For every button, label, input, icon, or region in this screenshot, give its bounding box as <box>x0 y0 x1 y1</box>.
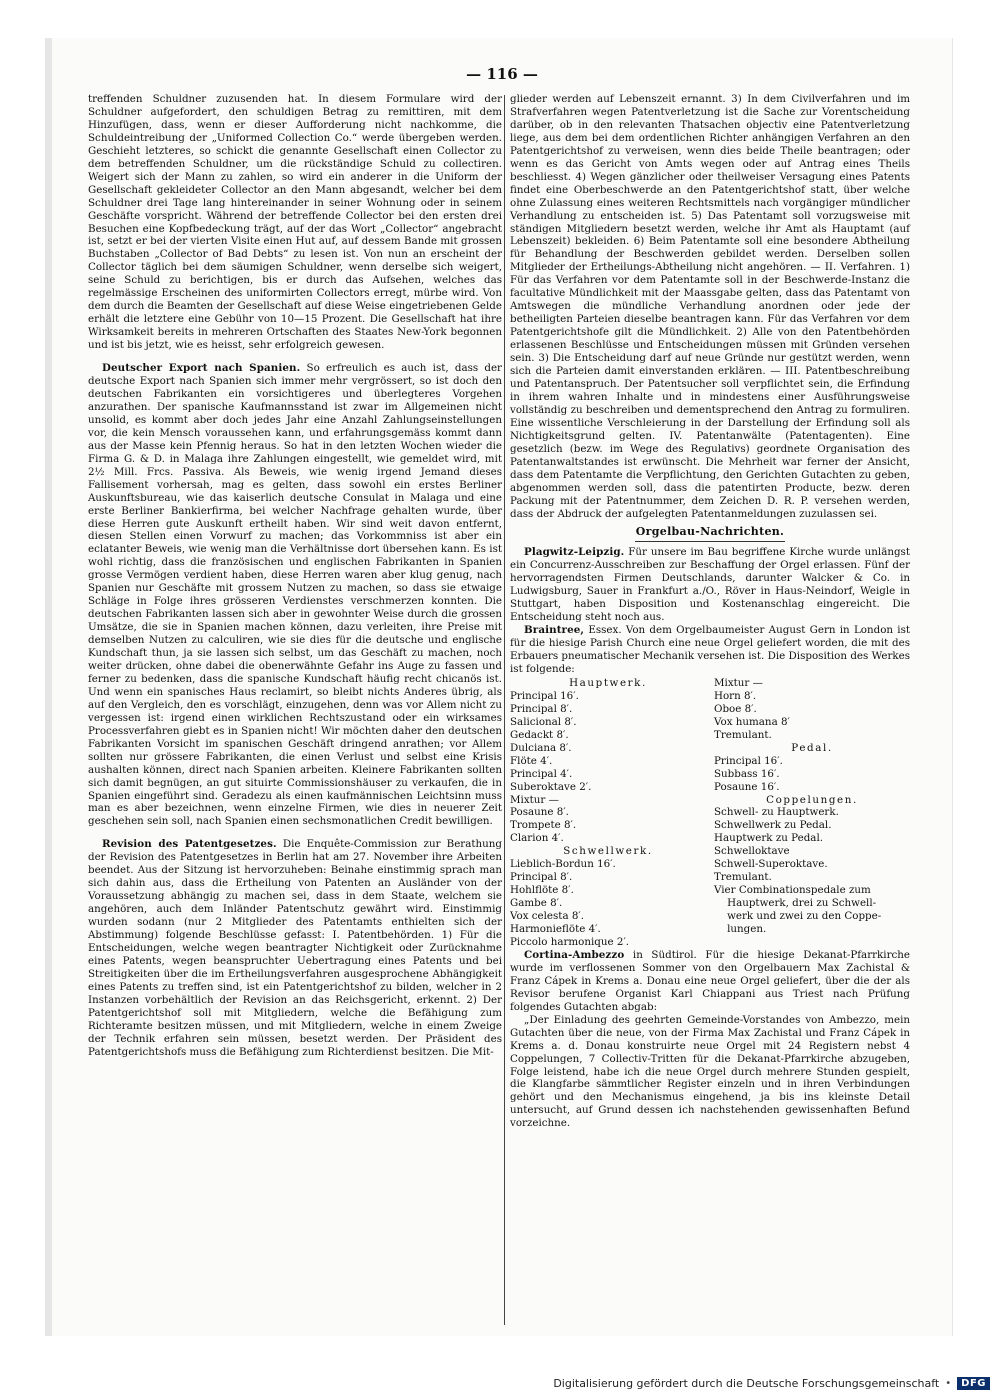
disposition-stop: Flöte 4′. <box>510 754 553 767</box>
export-body: So erfreulich es auch ist, dass der deutsche Export nach Spanien sich immer mehr vergrössert, so ist doch den deutschen Fabrikanten ein vorsichtigeres und überlegteres Vorgehen anzurathen. Der spanische Kaufmannsstand ist zwar im Allgemeinen nicht unsolid, es kommt aber doch jedes Jahr eine Anzahl Zahlungseinstellungen vor, die kein Mensch voraussehen kann, und erfahrungsgemäss kommt dann aus der Masse kein Pfennig heraus. So hat in den letzten Wochen wieder die Firma G. & D. in Malaga ihre Zahlungen eingestellt, wie gemeldet wird, mit 2½ Mill. Frcs. Passiva. Als Beweis, wie wenig irgend Jemand dieses Fallisement vorhersah, mag es gelten, dass sowohl ein erstes Berliner Auskunftsbureau, wie das kaiserlich deutsche Consulat in Malaga und eine erste Berliner Bankierfirma, bei welcher Nachfrage gehalten wurde, über diese Herren gute Auskunft ertheilt haben. Wir sind weit davon entfernt, diesen Stellen einen Vorwurf zu machen; das Vorkommniss ist aber ein eclatanter Beweis, wie wenig man die Verhältnisse dort übersehen kann. Es ist wohl richtig, dass die französischen und englischen Fabrikanten in Spanien grosse Vermögen verdient haben, diese Herren waren aber klug genug, nach Spanien nur Geschäfte mit grossem Nutzen zu machen, so dass sie etwaige Schläge in Folge ihres grösseren Verdienstes verschmerzen konnten. Die deutschen Fabrikanten lassen sich aber in gewohnter Weise durch die grossen Umsätze, die sie in Spanien machen können, dazu verleiten, ihre Preise mit demselben Nutzen zu calculiren, wie sie dies für die deutsche und englische Kundschaft thun, ja sie lassen sich selbst, um das Geschäft zu machen, noch weiter drücken, ohne dabei die obenerwähnte Gefahr ins Auge zu fassen und ferner zu bedenken, dass die spanische Kundschaft häufig recht chicanös ist. Und wenn ein spanisches Haus reclamirt, so bleibt nichts Anderes übrig, als auf den Vergleich, den es vorschlägt, einzugehen, denn was vor Allem nicht zu vergessen ist: irgend einen wirklichen Rechtszustand oder ein wirksames Processverfahren giebt es in Spanien nicht! Wir möchten daher den deutschen Fabrikanten Vorsicht im spanischen Geschäft dringend anrathen; vor Allem sollten nur grössere Fabrikanten, die einen Verlust und selbst eine Krisis aushalten können, direct nach Spanien arbeiten. Kleinere Fabrikanten sollten sich damit begnügen, an gut situirte Commissionshäuser zu verkaufen, die in Spanien eingeführt sind. Geradezu als einen kaufmännischen Leichtsinn muss man es aber bezeichnen, wenn einzelne Firmen, wie dies in neuerer Zeit geschehen sein soll, nach Spanien einen sechsmonatlichen Credit bewilligen. <box>88 362 502 828</box>
disposition-stop: Schwelloktave <box>714 845 790 858</box>
disposition-heading: Hauptwerk. <box>569 676 647 689</box>
disposition-stop: Mixtur — <box>714 676 763 689</box>
orgelbau-title: Orgelbau-Nachrichten. <box>635 525 785 539</box>
disposition-stop: Gedackt 8′. <box>510 728 569 741</box>
disposition-heading: Schwellwerk. <box>563 845 653 858</box>
cortina-quote: „Der Einladung des geehrten Gemeinde-Vorstandes von Ambezzo, mein Gutachten über die neue, von der Firma Max Zachistal und Franz Cápek in Krems a. d. Donau konstruirte neue Orgel mit 24 Registern nebst 4 Coppelungen, 7 Collectiv-Tritten für die Dekanat-Pfarrkirche abzugeben, Folge leistend, habe ich die neue Orgel durch mehrere Stunden gespielt, die Klangfarbe sämmtlicher Register einzeln und in ihren Verbindungen gehört und den Mechanismus eingehend, ja bis ins kleinste Detail untersucht, auf Grund dessen ich nachstehenden gewissenhaften Befund vorzeichne. <box>510 1013 910 1130</box>
disposition-stop: Tremulant. <box>714 871 772 884</box>
left-column <box>88 93 502 1059</box>
disposition-stop: Principal 8′. <box>510 871 573 884</box>
disposition-stop: Clarion 4′. <box>510 832 564 845</box>
collector-paragraph: treffenden Schuldner zuzusenden hat. In diesem Formulare wird der Schuldner aufgefordert, den schuldigen Betrag zu remittiren, mit dem Hinzufügen, dass, wenn er dieser Aufforderung nicht nachkomme, die Schuldeintreibung der „Uniformed Collection Co.“ werde übergeben werden. Geschieht letzteres, so schickt die genannte Gesellschaft einen Collector zu dem betreffenden Schuldner, um die rückständige Schuld zu collectiren. Weigert sich der Mann zu zahlen, so wird ein anderer in die Uniform der Gesellschaft gekleideter Collector an den Mann abgesandt, welcher bei dem Schuldner drei Tage lang hintereinander in seiner Wohnung oder in seinem Geschäfte vorspricht. Während der betreffende Collector bei den ersten drei Besuchen eine Kopfbedeckung trägt, auf der das Wort „Collector“ angebracht ist, setzt er bei der vierten Visite einen Hut auf, auf dessem Bande mit grossen Buchstaben „Collector of Bad Debts“ zu lesen ist. Von nun an erscheint der Collector täglich bei dem säumigen Schuldner, wenn derselbe sich weigert, seine Schuld zu berichtigen, bis er durch das Aufsehen, welches das regelmässige Erscheinen des uniformirten Collectors erregt, mürbe wird. Von dem durch die Beamten der Gesellschaft auf diese Weise eingetriebenen Gelde erhält die letztere eine Gebühr von 10—15 Prozent. Die Gesellschaft hat ihre Wirksamkeit bereits in mehreren Ortschaften des Staates New-York begonnen und ist bis jetzt, wie es heisst, sehr erfolgreich gewesen. <box>88 93 502 352</box>
footer-text: Digitalisierung gefördert durch die Deutsche Forschungsgemeinschaft <box>553 1377 940 1390</box>
footer-credit <box>553 1377 990 1390</box>
braintree-body: Essex. Von dem Orgelbaumeister August Gern in London ist für die hiesige Parish Church eine neue Orgel geliefert worden, die mit des Erbauers pneumatischer Mechanik versehen ist. Die Disposition des Werkes ist folgende: <box>510 624 911 675</box>
disposition-stop: Vox celesta 8′. <box>510 910 585 923</box>
disposition-stop: Principal 16′. <box>510 689 579 702</box>
disposition-stop: Salicional 8′. <box>510 715 577 728</box>
disposition-stop: Suberoktave 2′. <box>510 780 592 793</box>
export-heading: Deutscher Export nach Spanien. <box>102 362 301 375</box>
disposition-heading: Coppelungen. <box>766 793 858 806</box>
disposition-stop: werk und zwei zu den Coppe- <box>714 910 882 923</box>
plagwitz-heading: Plagwitz-Leipzig. <box>524 546 625 559</box>
disposition-stop: Dulciana 8′. <box>510 741 572 754</box>
braintree-heading: Braintree, <box>524 624 585 637</box>
revision-body: Die Enquête-Commission zur Berathung der Revision des Patentgesetzes in Berlin hat am 27. November ihre Arbeiten beendet. Aus der Sitzung ist hervorzuheben: Beinahe einstimmig sprach man sich dahin aus, dass die Ertheilung von Patenten an Ausländer von der Voraussetzung abhängig zu machen sei, dass in dem Staate, welchem sie angehören, auch dem Inländer Patentschutz gewährt wird. Einstimmig wurden sodann (nur 2 Mitglieder des Patentamts enthielten sich der Abstimmung) folgende Beschlüsse gefasst: I. Patentbehörden. 1) Für die Entscheidungen, welche wegen beantragter Nichtigkeit oder Zurücknahme eines Patents, wegen beanspruchter Uebertragung eines Patents und bei Streitigkeiten über die im Ertheilungsverfahren ausgesprochene Abhängigkeit eines Patents zu treffen sind, ist ein Patentgerichtshof zu bilden, welcher in 2 Instanzen vorbehältlich der Revision an das Reichsgericht, erkennt. 2) Der Patentgerichtshof soll mit Mitgliedern, welche die Befähigung zum Richteramte besitzen müssen, und mit Mitgliedern, welche in einem Zweige der Technik erfahren sein müssen, besetzt werden. Der Präsident des Patentgerichtshofs muss die Befähigung zum Richterdienst besitzen. Die Mit- <box>88 838 502 1058</box>
dfg-logo: DFG <box>957 1377 990 1390</box>
braintree-article <box>510 624 910 676</box>
disposition-right-list <box>706 677 910 949</box>
disposition-stop: Principal 16′. <box>714 754 783 767</box>
disposition-stop: Schwell- zu Hauptwerk. <box>714 806 839 819</box>
disposition-stop: Trompete 8′. <box>510 819 577 832</box>
cortina-body: in Südtirol. Für die hiesige Dekanat-Pfarrkirche wurde im verflossenen Sommer von den Orgelbauern Max Zachistal & Franz Cápek in Krems a. Donau eine neue Orgel geliefert, über die der als Revisor berufene Organist Karl Chiappani aus Triest nach Prüfung folgendes Gutachten abgab: <box>510 948 910 1013</box>
orgelbau-rule <box>635 541 785 542</box>
disposition-stop: Vox humana 8′ <box>714 715 790 728</box>
disposition-stop: Principal 4′. <box>510 767 573 780</box>
disposition-stop: lungen. <box>714 923 767 936</box>
disposition-heading: Pedal. <box>791 741 833 754</box>
plagwitz-body: Für unsere im Bau begriffene Kirche wurde unlängst ein Concurrenz-Ausschreiben zur Beschaffung der Orgel erlassen. Fünf der hervorragendsten Firmen Deutschlands, darunter Walcker & Co. in Ludwigsburg, Sauer in Frankfurt a./O., Röver in Haus-Neindorf, Weigle in Stuttgart, haben Disposition und Kostenanschlag eingereicht. Die Entscheidung steht noch aus. <box>510 546 910 624</box>
disposition-stop: Subbass 16′. <box>714 767 780 780</box>
disposition-stop: Mixtur — <box>510 793 559 806</box>
disposition-stop: Harmonieflöte 4′. <box>510 923 601 936</box>
disposition-stop: Posaune 8′. <box>510 806 569 819</box>
disposition-left-list <box>510 677 706 949</box>
disposition-stop: Hohlflöte 8′. <box>510 884 574 897</box>
revision-heading: Revision des Patentgesetzes. <box>102 838 277 851</box>
disposition-stop: Principal 8′. <box>510 702 573 715</box>
disposition-stop: Schwellwerk zu Pedal. <box>714 819 832 832</box>
column-divider <box>504 95 505 1325</box>
organ-disposition <box>510 677 910 949</box>
plagwitz-article <box>510 546 910 624</box>
disposition-stop: Schwell-Superoktave. <box>714 858 828 871</box>
disposition-stop: Gambe 8′. <box>510 897 563 910</box>
patent-continuation: glieder werden auf Lebenszeit ernannt. 3) In dem Civilverfahren und im Strafverfahren wegen Patentverletzung ist die Sache zur Vorentscheidung darüber, ob in den relevanten Thatsachen objectiv eine Patentverletzung liege, aus dem bei dem ordentlichen Richter anhängigen Verfahren an den Patentgerichtshof zu verweisen, wenn dies beide Theile beantragen; oder wenn es das Gericht von Amts wegen oder auf Antrag eines Theils beschliesst. 4) Wegen gänzlicher oder theilweiser Versagung eines Patents findet eine Oberbeschwerde an den Patentgerichtshof statt, über welche ohne Zulassung eines weiteren Rechtsmittels nach vorgängiger mündlicher Verhandlung zu entscheiden ist. 5) Das Patentamt soll vorzugsweise mit ständigen Mitgliedern besetzt werden, welche ihr Amt als Hauptamt (auf Lebenszeit) bekleiden. 6) Beim Patentamte soll eine besondere Abtheilung für Behandlung der Beschwerden gebildet werden. Derselben sollen Mitglieder der Ertheilungs-Abtheilung nicht angehören. — II. Verfahren. 1) Für das Verfahren vor dem Patentamte soll in der Beschwerde-Instanz die facultative Mündlichkeit mit der Maassgabe gelten, dass das Patentamt von Amtswegen die mündliche Verhandlung anordnen oder jede der betheiligten Parteien dieselbe beantragen kann. Für das Verfahren vor dem Patentgerichtshofe gilt die Mündlichkeit. 2) Alle von den Patentbehörden erlassenen Beschlüsse und Entscheidungen müssen mit Gründen versehen sein. 3) Die Entscheidung darf auf neue Gründe nur gestützt werden, wenn sich die Parteien damit einverstanden erklären. — III. Patentbeschreibung und Patentanspruch. Der Patentsucher soll verpflichtet sein, die Erfindung in ihrem wahren Inhalte und in mindestens einer Ausführungsweise vollständig zu beschreiben und dementsprechend den Antrag zu formuliren. Eine wissentliche Verschleierung in der Darstellung der Erfindung soll als Nichtigkeitsgrund gelten. IV. Patentanwälte (Patentagenten). Eine gesetzlich (bezw. im Wege des Regulativs) geordnete Organisation des Patentanwaltstandes ist erwünscht. Die Mehrheit war ferner der Ansicht, dass dem Patentamte die Verpflichtung, den Gerichten Gutachten zu geben, abgenommen werden soll, dass die patentirten Producte, bezw. deren Packung mit der Patentnummer, dem Zeichen D. R. P. versehen werden, dass der Abdruck der aufgelegten Patentanmeldungen zuzulassen sei. <box>510 93 910 520</box>
revision-article <box>88 838 502 1058</box>
cortina-heading: Cortina-Ambezzo <box>524 948 625 961</box>
disposition-stop: Hauptwerk, drei zu Schwell- <box>714 897 877 910</box>
export-article <box>88 362 502 828</box>
document-page <box>52 38 952 1336</box>
page-number: — 116 — <box>466 65 538 83</box>
disposition-stop: Vier Combinationspedale zum <box>714 884 871 897</box>
disposition-stop: Piccolo harmonique 2′. <box>510 936 630 948</box>
disposition-stop: Tremulant. <box>714 728 772 741</box>
disposition-stop: Lieblich-Bordun 16′. <box>510 858 616 871</box>
right-column <box>510 93 910 1130</box>
bullet-icon: • <box>945 1378 952 1389</box>
disposition-stop: Horn 8′. <box>714 689 757 702</box>
cortina-article <box>510 949 910 1014</box>
disposition-stop: Oboe 8′. <box>714 702 757 715</box>
disposition-stop: Posaune 16′. <box>714 780 780 793</box>
disposition-stop: Hauptwerk zu Pedal. <box>714 832 824 845</box>
